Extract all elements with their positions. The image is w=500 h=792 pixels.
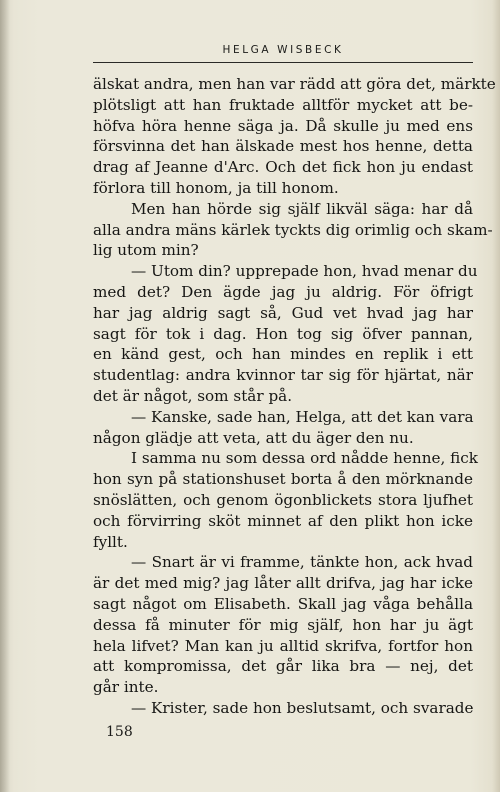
text-line: alla andra mäns kärlek tyckts dig orimlig och skam- [93, 220, 493, 239]
text-line: fyllt. [93, 532, 128, 551]
text-line: sagt för tok i dag. Hon tog sig öfver pannan, [93, 324, 473, 343]
text-line: att kompromissa, det går lika bra — nej, det [93, 657, 473, 676]
page-number: 158 [106, 724, 133, 740]
spine-shadow [0, 0, 10, 792]
text-line: en känd gest, och han mindes en replik i ett [93, 345, 473, 364]
text-line: det är något, som står på. [93, 386, 293, 405]
text-line: försvinna det han älskade mest hos henne, detta [93, 137, 473, 156]
text-line: lig utom min? [93, 241, 199, 260]
text-line: har jag aldrig sagt så, Gud vet hvad jag har [93, 303, 473, 322]
text-line: hon syn på stationshuset borta å den mörknande [93, 470, 473, 489]
text-line: förlora till honom, ja till honom. [93, 178, 339, 197]
text-line: Men han hörde sig själf likväl säga: har då [131, 199, 473, 218]
text-line: — Krister, sade hon beslutsamt, och svarade [131, 698, 474, 717]
text-line: — Snart är vi framme, tänkte hon, ack hvad [131, 553, 473, 572]
text-line: snöslätten, och genom ögonblickets stora ljufhet [93, 490, 473, 509]
text-line: studentlag: andra kvinnor tar sig för hjärtat, när [93, 366, 473, 385]
text-line: — Utom din? upprepade hon, hvad menar du [131, 262, 478, 281]
text-line: går inte. [93, 678, 159, 697]
text-line: — Kanske, sade han, Helga, att det kan vara [131, 407, 474, 426]
text-line: sagt något om Elisabeth. Skall jag våga behålla [93, 594, 473, 613]
text-line: någon glädje att veta, att du äger den nu. [93, 428, 414, 447]
text-line: höfva höra henne säga ja. Då skulle ju med ens [93, 116, 473, 135]
text-line: drag af Jeanne d'Arc. Och det fick hon ju endast [93, 158, 473, 177]
header-rule [93, 62, 473, 63]
text-line: älskat andra, men han var rädd att göra det, märkte [93, 75, 496, 93]
text-line: med det? Den ägde jag ju aldrig. För öfrigt [93, 282, 473, 301]
text-line: och förvirring sköt minnet af den plikt hon icke [93, 511, 473, 530]
text-line: är det med mig? jag låter allt drifva, jag har icke [93, 574, 473, 593]
text-line: dessa få minuter för mig själf, hon har ju ägt [93, 615, 473, 634]
running-head: HELGA WISBECK [222, 44, 344, 56]
text-line: plötsligt att han fruktade alltför mycket att be- [93, 95, 473, 114]
text-line: I samma nu som dessa ord nådde henne, fick [131, 449, 478, 468]
text-line: hela lifvet? Man kan ju alltid skrifva, fortfor hon [93, 636, 473, 655]
body-text [93, 74, 496, 719]
